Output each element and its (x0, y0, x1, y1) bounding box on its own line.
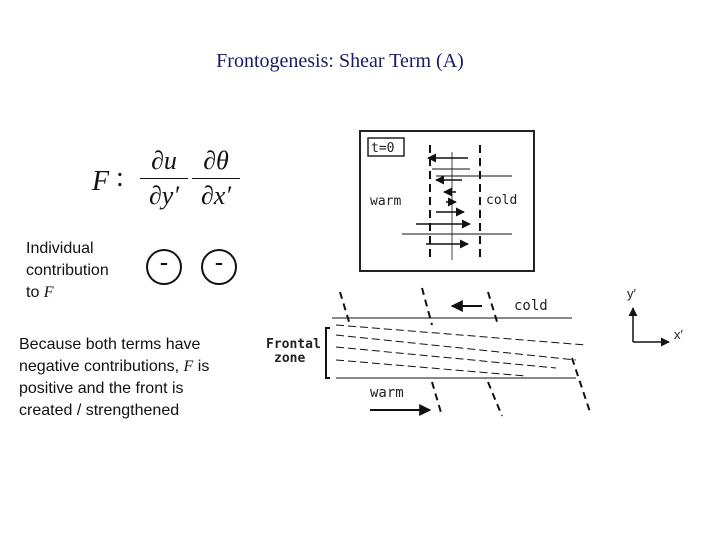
explanation-text (19, 334, 219, 422)
y-axis-label: y′ (627, 286, 636, 301)
bottom-panel (266, 288, 590, 416)
minus-sign-term1: - (146, 249, 182, 285)
dtheta-dx-fraction (192, 146, 240, 213)
frontal-zone-line-2 (336, 335, 576, 360)
top-warm-label: warm (370, 194, 402, 209)
dy-denominator: ∂y′ (148, 181, 180, 210)
frontal-zone-line-1 (336, 325, 586, 345)
isentrope-b1 (340, 292, 350, 325)
page-title: Frontogenesis: Shear Term (A) (216, 50, 464, 72)
isentrope-b3 (488, 292, 498, 325)
time-label: t=0 (371, 141, 395, 156)
du-numerator: ∂u (140, 146, 188, 179)
explanation-part1: Because both terms have negative contributions, (19, 336, 201, 375)
frontal-zone-line-3 (336, 347, 556, 368)
frontogenesis-formula (92, 146, 252, 222)
contribution-line3-var: F (43, 284, 54, 301)
bottom-cold-label: cold (514, 298, 548, 314)
isentrope-b5 (488, 382, 502, 416)
isentrope-b4 (432, 382, 442, 416)
x-axis-label: x′ (674, 327, 683, 342)
minus-sign-term2: - (201, 249, 237, 285)
formula-F: F (92, 166, 110, 197)
top-panel (360, 131, 534, 271)
shear-frontogenesis-figure (256, 120, 696, 440)
coordinate-axes (627, 286, 684, 342)
contribution-line1: Individual (26, 240, 94, 257)
frontal-zone-label-line1: Frontal (266, 337, 321, 352)
frontal-zone-label-line2: zone (274, 351, 306, 366)
explanation-var: F (183, 358, 194, 375)
contribution-line2: contribution (26, 262, 109, 279)
top-cold-label: cold (486, 193, 518, 208)
dx-denominator: ∂x′ (200, 181, 232, 210)
explanation-part2: is positive and the front is created / strengthened (19, 358, 210, 419)
frontal-zone-bracket (326, 328, 330, 378)
isentrope-b6 (572, 358, 590, 412)
contribution-line3-prefix: to (26, 284, 44, 301)
dtheta-numerator: ∂θ (192, 146, 240, 179)
individual-contribution-label (26, 238, 146, 304)
du-dy-fraction (140, 146, 188, 213)
bottom-warm-label: warm (370, 385, 404, 401)
isentrope-b2 (422, 288, 432, 325)
formula-colon: : (116, 162, 124, 193)
